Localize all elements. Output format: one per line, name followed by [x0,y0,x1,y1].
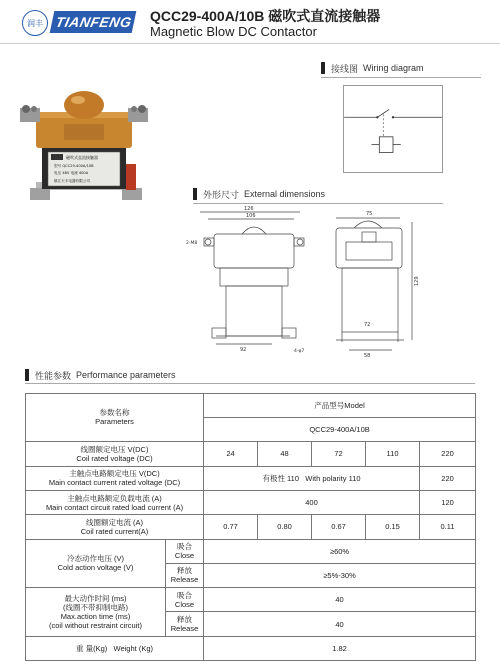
model-value: QCC29-400A/10B [204,418,476,441]
dim-72: 72 [364,322,371,328]
wiring-label-en: Wiring diagram [363,63,424,73]
dim-75: 75 [366,211,373,217]
dim-92: 92 [240,347,247,353]
dim-126: 126 [244,206,254,212]
wiring-section-header [321,61,424,75]
table-row: 释放 Release ≥5%-30% [26,563,476,587]
table-row: 线圈额定电流 (A) Coil rated current(A) 0.77 0.80 0.67 0.15 0.11 [26,515,476,539]
wiring-label-cn: 接线图 [331,63,359,74]
dim-129: 129 [414,276,420,286]
coil-symbol [379,137,393,153]
table-row: 主触点电路额定负载电流 (A) Main contact circuit rated load current (A) 400 120 [26,491,476,515]
brand-seal-icon: 润丰 [22,10,48,36]
plate-line1: 磁吹式直流接触器 [66,155,98,160]
page-title: QCC29-400A/10B 磁吹式直流接触器 [150,8,381,24]
model-header: 产品型号Model [204,394,476,418]
perf-divider [25,383,475,384]
wiring-divider [321,77,481,78]
front-view [200,212,304,344]
product-photo [14,72,154,212]
brand-logo: TIANFENG [50,11,137,33]
dome-cap [64,91,104,119]
table-row: 线圈额定电压 V(DC) Coil rated voltage (DC) 24 48 72 110 220 [26,441,476,466]
plate-line2: 型号 QCC29-400A/10B [54,164,94,168]
side-view [336,218,412,350]
perf-section-header [25,368,176,382]
page-subtitle: Magnetic Blow DC Contactor [150,24,317,39]
dim-58: 58 [364,353,371,358]
perf-label-cn: 性能参数 [35,370,72,381]
table-row: 最大动作时间 (ms) (线圈不带抑制电路) Max.action time (ms) (coil without restraint circuit) 吸合 Close 40 [26,588,476,612]
dim-4phi7: 4-φ7 [294,349,305,354]
dim-106: 106 [246,213,256,219]
wiring-diagram [343,85,443,173]
perf-label-en: Performance parameters [76,370,176,380]
table-row: 冷态动作电压 (V) Cold action voltage (V) 吸合 Close ≥60% [26,539,476,563]
table-row: 释放 Release 40 [26,612,476,636]
page-header [0,0,500,44]
plate-line3: 电压 48V 电流 400A [54,171,89,175]
dims-label-cn: 外形尺寸 [203,189,240,200]
table-row: 主触点电路额定电压 V(DC) Main contact current rated voltage (DC) 有极性 110 With polarity 110 220 [26,466,476,490]
plate-line4: 镇江天丰电器有限公司 [54,179,90,183]
dims-section-header [193,187,325,201]
table-row: 重 量(Kg) Weight (Kg) 1.82 [26,636,476,660]
dimension-drawing [186,202,426,358]
dim-2m8: 2-M8 [186,241,198,246]
performance-table [25,393,476,661]
param-header-cell: 参数名称 Parameters [26,394,204,442]
dims-label-en: External dimensions [244,189,326,199]
